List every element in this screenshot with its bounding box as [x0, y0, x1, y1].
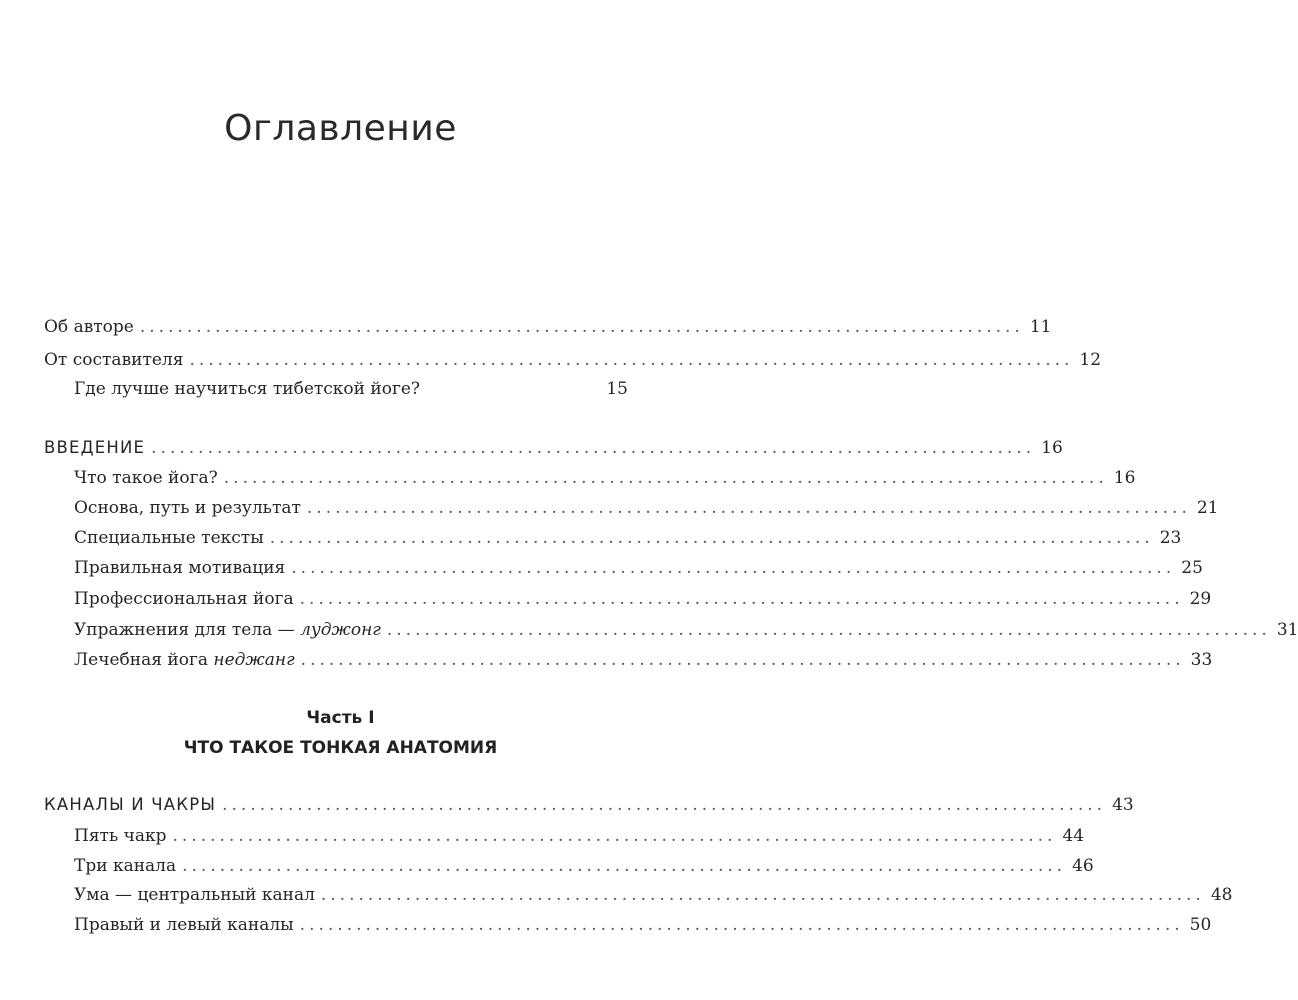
toc-entry-label: Основа, путь и результат	[74, 498, 301, 518]
dot-leader: ..............................................................................................	[189, 350, 1074, 370]
toc-entry-page: 43	[1112, 795, 1134, 815]
toc-entry-label: Ума — центральный канал	[74, 885, 315, 905]
toc-entry-from-compiler[interactable]	[44, 345, 1102, 375]
toc-entry-about-author[interactable]	[44, 312, 1052, 342]
dot-leader: ..............................................................................................	[222, 795, 1107, 815]
page-title: Оглавление	[224, 108, 457, 149]
toc-entry-label: Что такое йога?	[74, 468, 218, 488]
toc-entry[interactable]	[74, 584, 1212, 614]
toc-section-channels-chakras[interactable]	[44, 790, 1134, 820]
dot-leader: ..............................................................................................	[291, 558, 1176, 578]
dot-leader: ..............................................................................................	[172, 826, 1057, 846]
toc-entry-page: 48	[1210, 885, 1233, 905]
toc-entry-label: Профессиональная йога	[74, 589, 294, 609]
toc-entry-page: 12	[1079, 350, 1102, 370]
toc-entry[interactable]	[74, 463, 1136, 493]
part-number: Часть I	[306, 708, 375, 728]
toc-entry[interactable]	[74, 910, 1212, 940]
toc-entry-page: 21	[1196, 498, 1219, 518]
toc-entry[interactable]	[74, 615, 1298, 645]
toc-entry-page: 50	[1189, 915, 1212, 935]
part-title: ЧТО ТАКОЕ ТОНКАЯ АНАТОМИЯ	[183, 738, 498, 758]
toc-entry-page: 16	[1113, 468, 1136, 488]
dot-leader: ..............................................................................................	[182, 856, 1067, 876]
toc-entry-label: Упражнения для тела — луджонг	[74, 620, 381, 640]
toc-entry[interactable]	[74, 523, 1182, 553]
toc-entry-label: Пять чакр	[74, 826, 167, 846]
dot-leader: ..............................................................................................	[386, 620, 1271, 640]
toc-entry[interactable]	[74, 880, 1233, 910]
toc-entry-page: 15	[606, 379, 628, 399]
italic-term: луджонг	[300, 620, 381, 640]
dot-leader: ..............................................................................................	[299, 589, 1184, 609]
toc-entry[interactable]	[74, 851, 1094, 881]
dot-leader: ..............................................................................................	[151, 438, 1036, 458]
dot-leader: ..............................................................................................	[269, 528, 1154, 548]
toc-entry-page: 33	[1190, 650, 1213, 670]
toc-entry-label: Специальные тексты	[74, 528, 264, 548]
toc-entry-label: Правый и левый каналы	[74, 915, 294, 935]
dot-leader: ..............................................................................................	[139, 317, 1024, 337]
toc-entry-label: От составителя	[44, 350, 184, 370]
toc-entry-page: 11	[1029, 317, 1052, 337]
toc-entry-page: 25	[1181, 558, 1203, 578]
toc-section-label: КАНАЛЫ И ЧАКРЫ	[44, 795, 217, 814]
toc-entry-label: Правильная мотивация	[74, 558, 286, 578]
toc-entry-label: Три канала	[74, 856, 177, 876]
toc-entry-page: 23	[1159, 528, 1182, 548]
toc-entry-label: Где лучше научиться тибетской йоге?	[74, 379, 421, 399]
dot-leader: ..............................................................................................	[223, 468, 1108, 488]
toc-entry-label: Об авторе	[44, 317, 134, 337]
toc-entry-page: 29	[1189, 589, 1212, 609]
toc-entry-page: 16	[1041, 438, 1063, 458]
toc-entry-page: 31	[1276, 620, 1298, 640]
italic-term: неджанг	[213, 650, 295, 670]
toc-entry[interactable]	[74, 553, 1203, 583]
toc-entry-label: Лечебная йога неджанг	[74, 650, 295, 670]
toc-entry[interactable]	[74, 493, 1219, 523]
dot-leader: ..............................................................................................	[320, 885, 1205, 905]
toc-section-introduction[interactable]	[44, 433, 1063, 463]
toc-section-label: ВВЕДЕНИЕ	[44, 438, 146, 457]
dot-leader: ..............................................................................................	[300, 650, 1185, 670]
toc-entry-page: 46	[1072, 856, 1094, 876]
dot-leader: ..............................................................................................	[299, 915, 1184, 935]
toc-entry-where-to-learn[interactable]	[74, 374, 628, 404]
toc-entry-page: 44	[1062, 826, 1085, 846]
toc-entry[interactable]	[74, 821, 1085, 851]
toc-entry[interactable]	[74, 645, 1213, 675]
dot-leader: ..............................................................................................	[306, 498, 1191, 518]
